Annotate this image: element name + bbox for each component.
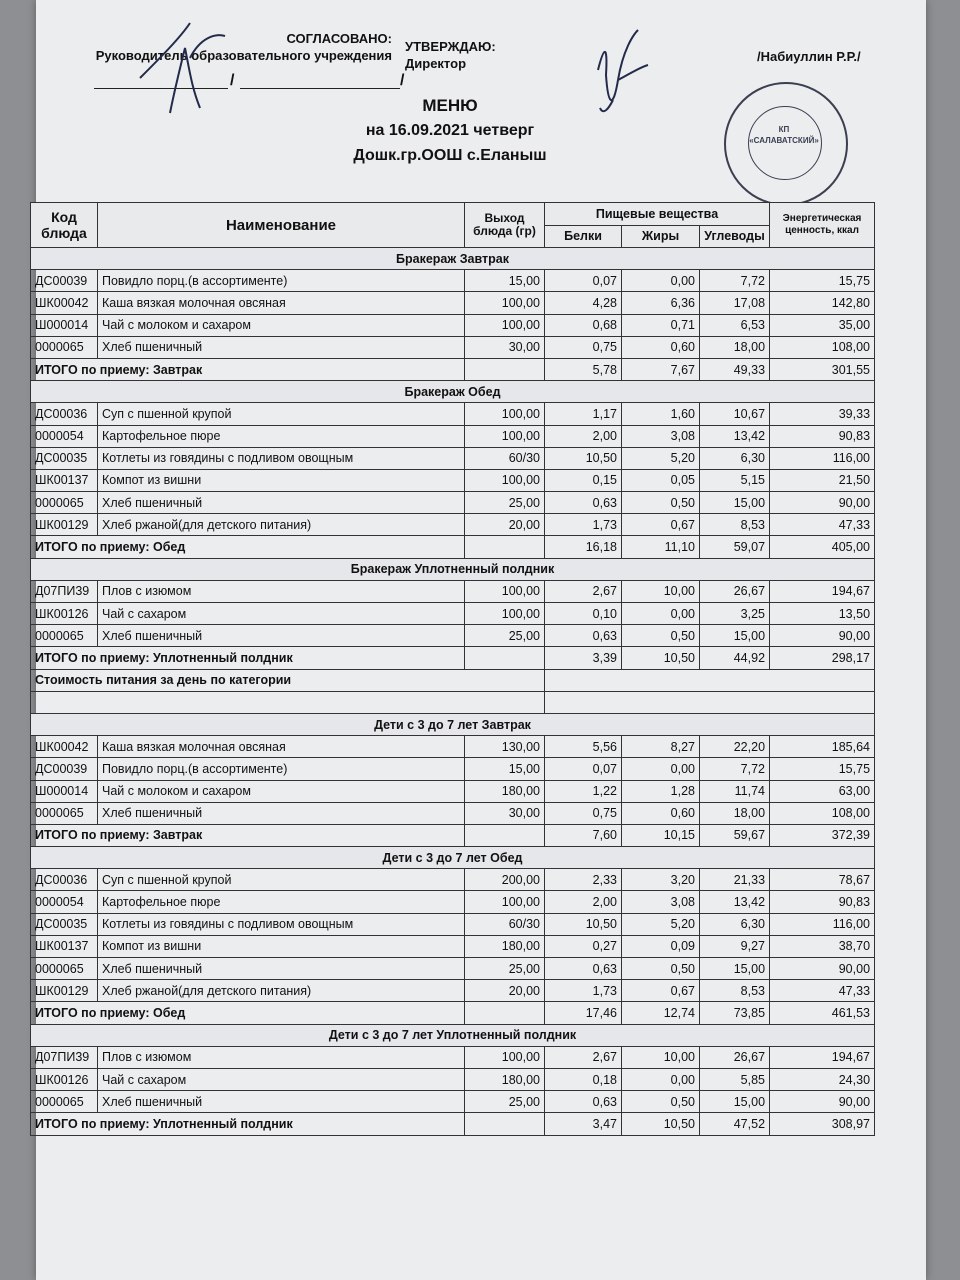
dish-code: ШК00137 [31, 935, 98, 957]
total-label: ИТОГО по приему: Завтрак [31, 824, 465, 846]
section-title: Бракераж Обед [31, 381, 875, 403]
dish-protein: 5,56 [545, 736, 622, 758]
dish-name: Суп с пшенной крупой [98, 403, 465, 425]
dish-protein: 2,67 [545, 580, 622, 602]
dish-code: Ш000014 [31, 314, 98, 336]
dish-carbs: 15,00 [700, 492, 770, 514]
stamp-text: КП «САЛАВАТСКИЙ» [749, 125, 819, 145]
total-label: ИТОГО по приему: Уплотненный полдник [31, 1113, 465, 1135]
table-row [31, 447, 875, 469]
dish-fat: 5,20 [622, 913, 700, 935]
dish-code: ШК00042 [31, 736, 98, 758]
table-row [31, 1091, 875, 1113]
menu-group: Дошк.гр.ООШ с.Еланыш [353, 147, 547, 164]
dish-output: 180,00 [465, 780, 545, 802]
dish-protein: 2,67 [545, 1046, 622, 1068]
total-row [31, 824, 875, 846]
total-fat: 10,15 [622, 824, 700, 846]
dish-carbs: 7,72 [700, 270, 770, 292]
table-row [31, 336, 875, 358]
menu-title: МЕНЮ [422, 96, 478, 115]
total-carbs: 59,07 [700, 536, 770, 558]
dish-output: 100,00 [465, 469, 545, 491]
table-row [31, 891, 875, 913]
dish-protein: 1,73 [545, 980, 622, 1002]
dish-code: ДС00039 [31, 270, 98, 292]
dish-carbs: 21,33 [700, 869, 770, 891]
cost-label: Стоимость питания за день по категории [31, 669, 545, 691]
dish-output: 15,00 [465, 758, 545, 780]
table-row [31, 514, 875, 536]
dish-fat: 1,28 [622, 780, 700, 802]
dish-carbs: 18,00 [700, 336, 770, 358]
dish-output: 25,00 [465, 1091, 545, 1113]
dish-output: 25,00 [465, 625, 545, 647]
dish-protein: 2,00 [545, 891, 622, 913]
dish-name: Хлеб пшеничный [98, 625, 465, 647]
dish-protein: 0,07 [545, 758, 622, 780]
dish-energy: 90,00 [770, 492, 875, 514]
dish-carbs: 15,00 [700, 625, 770, 647]
total-fat: 7,67 [622, 358, 700, 380]
total-carbs: 73,85 [700, 1002, 770, 1024]
dish-fat: 0,50 [622, 625, 700, 647]
empty-cell [545, 691, 875, 713]
dish-code: 0000054 [31, 425, 98, 447]
dish-carbs: 17,08 [700, 292, 770, 314]
dish-energy: 90,83 [770, 425, 875, 447]
dish-energy: 90,00 [770, 1091, 875, 1113]
table-row [31, 780, 875, 802]
dish-name: Чай с сахаром [98, 1068, 465, 1090]
total-energy: 461,53 [770, 1002, 875, 1024]
dish-carbs: 13,42 [700, 425, 770, 447]
total-output [465, 1002, 545, 1024]
dish-carbs: 6,30 [700, 447, 770, 469]
dish-carbs: 5,15 [700, 469, 770, 491]
dish-energy: 21,50 [770, 469, 875, 491]
total-fat: 10,50 [622, 647, 700, 669]
empty-cell [31, 691, 545, 713]
total-energy: 298,17 [770, 647, 875, 669]
table-row [31, 980, 875, 1002]
section-header [31, 558, 875, 580]
section-title: Дети с 3 до 7 лет Уплотненный полдник [31, 1024, 875, 1046]
header-output: Выход блюда (гр) [465, 203, 545, 248]
dish-carbs: 8,53 [700, 514, 770, 536]
table-row [31, 736, 875, 758]
dish-energy: 63,00 [770, 780, 875, 802]
slash-mark: / [230, 72, 235, 89]
dish-carbs: 10,67 [700, 403, 770, 425]
dish-energy: 194,67 [770, 1046, 875, 1068]
dish-protein: 4,28 [545, 292, 622, 314]
total-row [31, 1113, 875, 1135]
dish-fat: 0,60 [622, 336, 700, 358]
table-row [31, 958, 875, 980]
dish-name: Плов с изюмом [98, 580, 465, 602]
total-energy: 308,97 [770, 1113, 875, 1135]
total-label: ИТОГО по приему: Обед [31, 1002, 465, 1024]
total-carbs: 44,92 [700, 647, 770, 669]
dish-fat: 3,08 [622, 891, 700, 913]
table-row [31, 270, 875, 292]
dish-protein: 0,75 [545, 802, 622, 824]
dish-code: ДС00035 [31, 447, 98, 469]
dish-output: 100,00 [465, 314, 545, 336]
dish-fat: 10,00 [622, 580, 700, 602]
total-row [31, 647, 875, 669]
dish-carbs: 26,67 [700, 1046, 770, 1068]
dish-name: Повидло порц.(в ассортименте) [98, 270, 465, 292]
total-carbs: 59,67 [700, 824, 770, 846]
dish-protein: 2,00 [545, 425, 622, 447]
dish-fat: 0,50 [622, 958, 700, 980]
dish-code: ДС00036 [31, 403, 98, 425]
dish-name: Хлеб пшеничный [98, 336, 465, 358]
table-row [31, 625, 875, 647]
cost-row-empty [31, 691, 875, 713]
dish-energy: 13,50 [770, 603, 875, 625]
total-output [465, 1113, 545, 1135]
dish-carbs: 7,72 [700, 758, 770, 780]
dish-output: 15,00 [465, 270, 545, 292]
table-row [31, 1046, 875, 1068]
dish-code: 0000065 [31, 1091, 98, 1113]
dish-energy: 35,00 [770, 314, 875, 336]
section-header [31, 381, 875, 403]
dish-protein: 1,73 [545, 514, 622, 536]
section-title: Бракераж Уплотненный полдник [31, 558, 875, 580]
dish-name: Плов с изюмом [98, 1046, 465, 1068]
dish-carbs: 18,00 [700, 802, 770, 824]
table-row [31, 603, 875, 625]
table-row [31, 292, 875, 314]
dish-code: Д07ПИ39 [31, 1046, 98, 1068]
dish-code: ДС00039 [31, 758, 98, 780]
dish-name: Повидло порц.(в ассортименте) [98, 758, 465, 780]
dish-energy: 116,00 [770, 913, 875, 935]
header-carbs: Углеводы [700, 225, 770, 248]
dish-name: Хлеб ржаной(для детского питания) [98, 514, 465, 536]
total-fat: 10,50 [622, 1113, 700, 1135]
dish-name: Чай с сахаром [98, 603, 465, 625]
dish-code: Д07ПИ39 [31, 580, 98, 602]
dish-fat: 0,00 [622, 1068, 700, 1090]
total-label: ИТОГО по приему: Завтрак [31, 358, 465, 380]
dish-energy: 90,00 [770, 958, 875, 980]
dish-name: Хлеб пшеничный [98, 802, 465, 824]
dish-energy: 108,00 [770, 802, 875, 824]
dish-protein: 0,27 [545, 935, 622, 957]
slash-mark: / [400, 72, 405, 89]
dish-output: 25,00 [465, 492, 545, 514]
dish-output: 20,00 [465, 980, 545, 1002]
dish-fat: 0,09 [622, 935, 700, 957]
handwritten-signature-left [130, 18, 250, 118]
dish-fat: 0,05 [622, 469, 700, 491]
total-protein: 3,47 [545, 1113, 622, 1135]
total-fat: 12,74 [622, 1002, 700, 1024]
total-row [31, 536, 875, 558]
dish-output: 100,00 [465, 1046, 545, 1068]
dish-fat: 0,00 [622, 758, 700, 780]
dish-protein: 10,50 [545, 913, 622, 935]
dish-code: ШК00129 [31, 514, 98, 536]
dish-output: 100,00 [465, 603, 545, 625]
dish-fat: 6,36 [622, 292, 700, 314]
dish-name: Котлеты из говядины с подливом овощным [98, 447, 465, 469]
dish-protein: 0,63 [545, 958, 622, 980]
total-label: ИТОГО по приему: Уплотненный полдник [31, 647, 465, 669]
menu-date: на 16.09.2021 четверг [365, 122, 535, 139]
dish-name: Хлеб пшеничный [98, 492, 465, 514]
dish-code: 0000054 [31, 891, 98, 913]
table-row [31, 869, 875, 891]
dish-fat: 3,08 [622, 425, 700, 447]
total-protein: 3,39 [545, 647, 622, 669]
header-fat: Жиры [622, 225, 700, 248]
header-code: Код блюда [31, 203, 98, 248]
section-header [31, 1024, 875, 1046]
dish-protein: 0,75 [545, 336, 622, 358]
dish-protein: 0,68 [545, 314, 622, 336]
dish-energy: 47,33 [770, 980, 875, 1002]
total-label: ИТОГО по приему: Обед [31, 536, 465, 558]
dish-output: 100,00 [465, 891, 545, 913]
dish-energy: 39,33 [770, 403, 875, 425]
dish-protein: 0,18 [545, 1068, 622, 1090]
dish-output: 100,00 [465, 292, 545, 314]
total-carbs: 47,52 [700, 1113, 770, 1135]
dish-code: ШК00129 [31, 980, 98, 1002]
dish-name: Компот из вишни [98, 935, 465, 957]
cost-value [545, 669, 875, 691]
dish-output: 60/30 [465, 447, 545, 469]
dish-fat: 5,20 [622, 447, 700, 469]
dish-output: 60/30 [465, 913, 545, 935]
dish-output: 30,00 [465, 336, 545, 358]
dish-energy: 78,67 [770, 869, 875, 891]
dish-protein: 1,17 [545, 403, 622, 425]
total-protein: 17,46 [545, 1002, 622, 1024]
dish-fat: 0,00 [622, 603, 700, 625]
section-title: Дети с 3 до 7 лет Завтрак [31, 713, 875, 735]
dish-carbs: 9,27 [700, 935, 770, 957]
dish-energy: 24,30 [770, 1068, 875, 1090]
dish-protein: 0,63 [545, 492, 622, 514]
dish-output: 100,00 [465, 403, 545, 425]
table-row [31, 913, 875, 935]
dish-output: 20,00 [465, 514, 545, 536]
dish-fat: 10,00 [622, 1046, 700, 1068]
dish-code: 0000065 [31, 958, 98, 980]
dish-protein: 0,15 [545, 469, 622, 491]
dish-protein: 0,63 [545, 625, 622, 647]
dish-protein: 0,07 [545, 270, 622, 292]
dish-name: Каша вязкая молочная овсяная [98, 292, 465, 314]
table-row [31, 758, 875, 780]
table-body-part-2 [31, 713, 875, 1135]
dish-energy: 108,00 [770, 336, 875, 358]
table-row [31, 425, 875, 447]
dish-output: 180,00 [465, 935, 545, 957]
dish-name: Хлеб ржаной(для детского питания) [98, 980, 465, 1002]
dish-name: Хлеб пшеничный [98, 958, 465, 980]
dish-protein: 2,33 [545, 869, 622, 891]
total-protein: 5,78 [545, 358, 622, 380]
dish-fat: 0,67 [622, 980, 700, 1002]
total-output [465, 536, 545, 558]
total-row [31, 1002, 875, 1024]
total-carbs: 49,33 [700, 358, 770, 380]
total-output [465, 358, 545, 380]
header-energy: Энергетическая ценность, ккал [770, 203, 875, 248]
total-energy: 301,55 [770, 358, 875, 380]
menu-table [30, 202, 875, 1136]
dish-name: Котлеты из говядины с подливом овощным [98, 913, 465, 935]
approve-subtitle: Директор [405, 56, 467, 71]
dish-carbs: 15,00 [700, 1091, 770, 1113]
dish-output: 180,00 [465, 1068, 545, 1090]
table-row [31, 469, 875, 491]
dish-code: 0000065 [31, 802, 98, 824]
dish-energy: 90,00 [770, 625, 875, 647]
table-row [31, 492, 875, 514]
dish-carbs: 6,53 [700, 314, 770, 336]
dish-energy: 15,75 [770, 270, 875, 292]
dish-name: Каша вязкая молочная овсяная [98, 736, 465, 758]
section-title: Бракераж Завтрак [31, 248, 875, 270]
table-row [31, 802, 875, 824]
director-name: /Набиуллин Р.Р./ [757, 49, 861, 64]
dish-code: 0000065 [31, 336, 98, 358]
agreed-subtitle: Руководитель образовательного учреждения [95, 48, 392, 63]
dish-name: Чай с молоком и сахаром [98, 780, 465, 802]
dish-name: Картофельное пюре [98, 425, 465, 447]
dish-carbs: 5,85 [700, 1068, 770, 1090]
dish-energy: 185,64 [770, 736, 875, 758]
dish-name: Картофельное пюре [98, 891, 465, 913]
total-fat: 11,10 [622, 536, 700, 558]
dish-code: ШК00126 [31, 603, 98, 625]
dish-protein: 0,10 [545, 603, 622, 625]
dish-fat: 0,00 [622, 270, 700, 292]
dish-carbs: 15,00 [700, 958, 770, 980]
dish-energy: 90,83 [770, 891, 875, 913]
table-row [31, 935, 875, 957]
dish-carbs: 13,42 [700, 891, 770, 913]
dish-code: ШК00126 [31, 1068, 98, 1090]
section-header [31, 248, 875, 270]
dish-carbs: 6,30 [700, 913, 770, 935]
dish-code: ДС00036 [31, 869, 98, 891]
dish-energy: 15,75 [770, 758, 875, 780]
table-body-part-1 [31, 248, 875, 670]
dish-output: 25,00 [465, 958, 545, 980]
dish-code: ШК00137 [31, 469, 98, 491]
dish-protein: 1,22 [545, 780, 622, 802]
total-protein: 7,60 [545, 824, 622, 846]
dish-energy: 47,33 [770, 514, 875, 536]
dish-carbs: 11,74 [700, 780, 770, 802]
dish-name: Чай с молоком и сахаром [98, 314, 465, 336]
dish-protein: 0,63 [545, 1091, 622, 1113]
total-row [31, 358, 875, 380]
header-nutrients: Пищевые вещества [545, 203, 770, 226]
table-row [31, 403, 875, 425]
dish-protein: 10,50 [545, 447, 622, 469]
dish-carbs: 3,25 [700, 603, 770, 625]
dish-output: 100,00 [465, 425, 545, 447]
dish-fat: 3,20 [622, 869, 700, 891]
dish-fat: 0,71 [622, 314, 700, 336]
dish-name: Хлеб пшеничный [98, 1091, 465, 1113]
dish-output: 130,00 [465, 736, 545, 758]
dish-fat: 1,60 [622, 403, 700, 425]
section-header [31, 847, 875, 869]
dish-code: 0000065 [31, 625, 98, 647]
total-energy: 372,39 [770, 824, 875, 846]
header-name: Наименование [98, 203, 465, 248]
table-row [31, 314, 875, 336]
dish-fat: 0,60 [622, 802, 700, 824]
dish-code: ДС00035 [31, 913, 98, 935]
total-protein: 16,18 [545, 536, 622, 558]
dish-fat: 0,50 [622, 1091, 700, 1113]
dish-energy: 116,00 [770, 447, 875, 469]
dish-name: Суп с пшенной крупой [98, 869, 465, 891]
table-row [31, 580, 875, 602]
header-protein: Белки [545, 225, 622, 248]
table-row [31, 1068, 875, 1090]
dish-output: 30,00 [465, 802, 545, 824]
dish-energy: 194,67 [770, 580, 875, 602]
section-title: Дети с 3 до 7 лет Обед [31, 847, 875, 869]
dish-output: 200,00 [465, 869, 545, 891]
dish-fat: 0,67 [622, 514, 700, 536]
cost-row [31, 669, 875, 691]
total-energy: 405,00 [770, 536, 875, 558]
section-header [31, 713, 875, 735]
dish-output: 100,00 [465, 580, 545, 602]
dish-fat: 8,27 [622, 736, 700, 758]
dish-code: Ш000014 [31, 780, 98, 802]
dish-carbs: 26,67 [700, 580, 770, 602]
signature-line-2 [240, 88, 400, 89]
dish-energy: 38,70 [770, 935, 875, 957]
dish-energy: 142,80 [770, 292, 875, 314]
dish-code: ШК00042 [31, 292, 98, 314]
agreed-title: СОГЛАСОВАНО: [286, 31, 392, 46]
cost-block [31, 669, 875, 713]
dish-carbs: 22,20 [700, 736, 770, 758]
total-output [465, 647, 545, 669]
approve-block [405, 38, 496, 72]
dish-fat: 0,50 [622, 492, 700, 514]
dish-code: 0000065 [31, 492, 98, 514]
approve-title: УТВЕРЖДАЮ: [405, 39, 496, 54]
dish-carbs: 8,53 [700, 980, 770, 1002]
total-output [465, 824, 545, 846]
dish-name: Компот из вишни [98, 469, 465, 491]
